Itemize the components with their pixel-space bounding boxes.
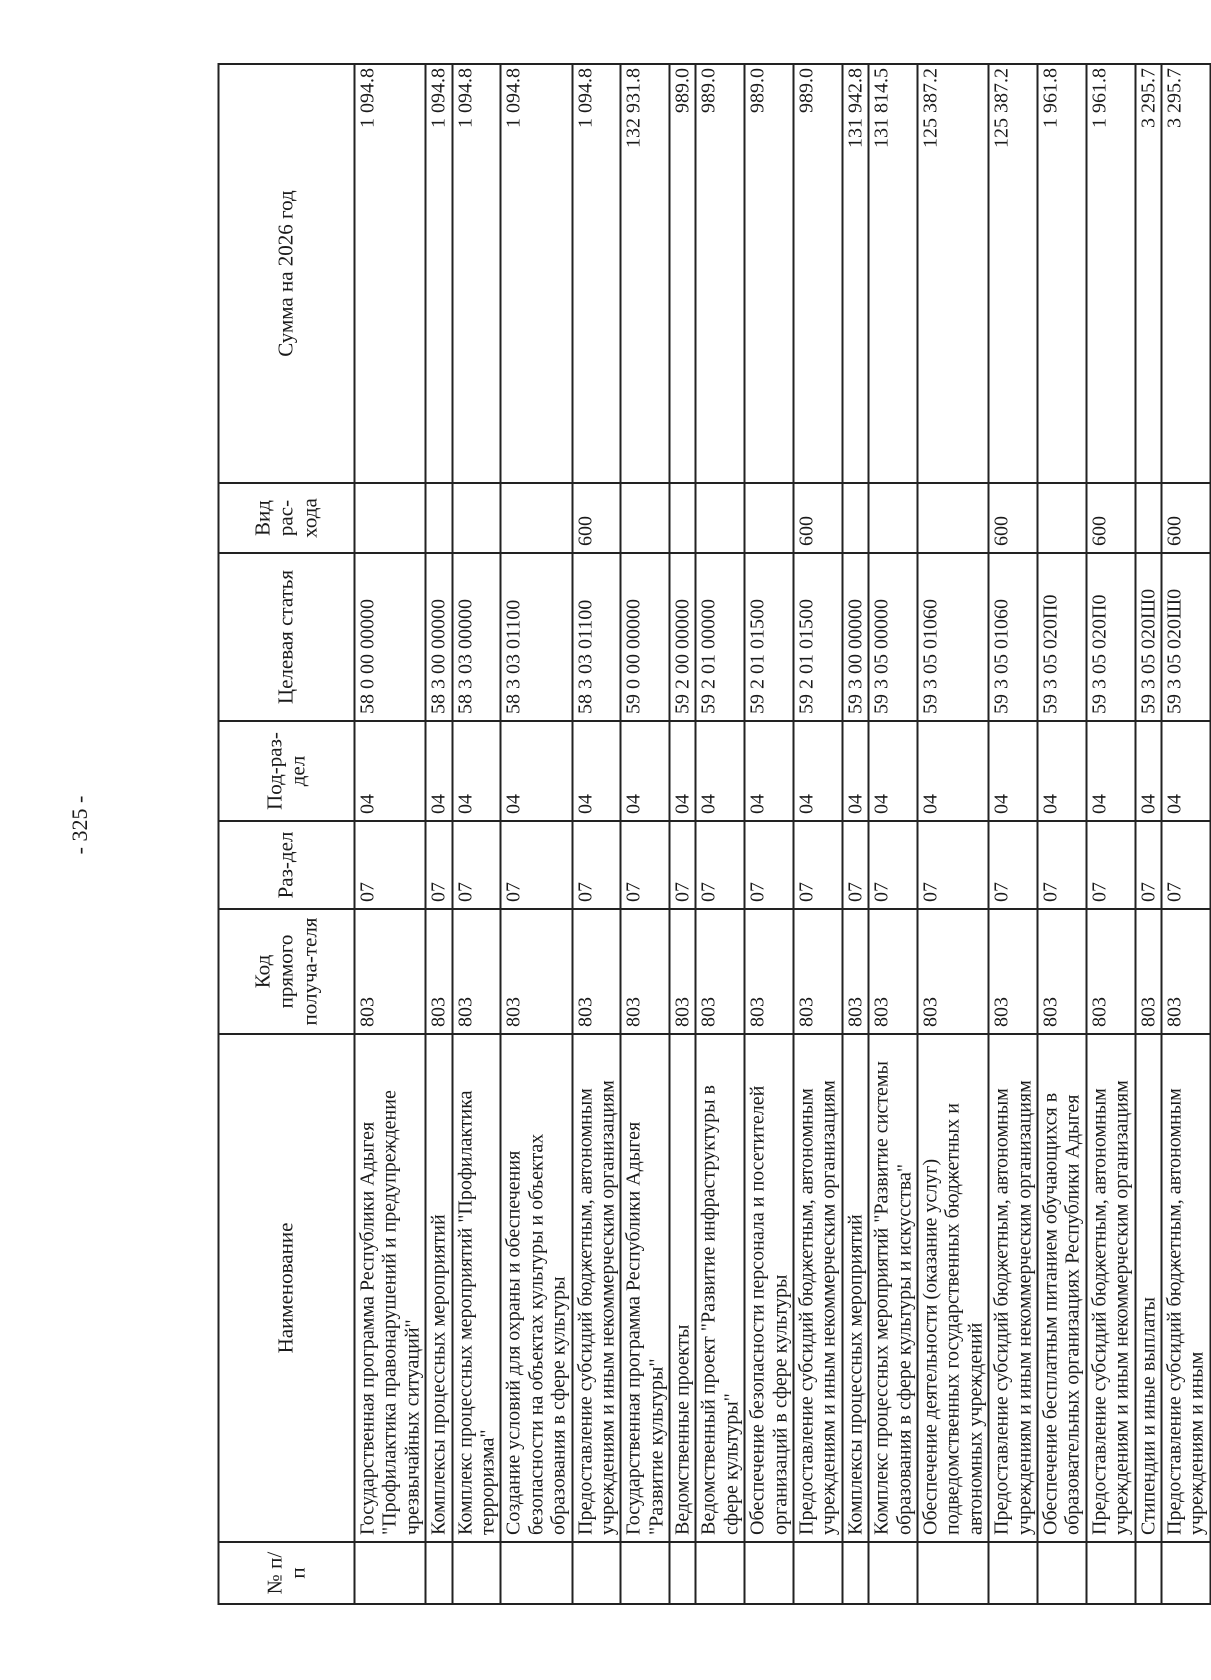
header-section: Раз-дел xyxy=(219,821,355,909)
cell-amount: 125 387.2 xyxy=(989,64,1038,483)
cell-subsection: 04 xyxy=(745,721,794,821)
cell-expense-type xyxy=(452,483,501,553)
cell-subsection: 04 xyxy=(355,721,426,821)
cell-section: 07 xyxy=(355,821,426,909)
cell-subsection: 04 xyxy=(670,721,696,821)
cell-recipient: 803 xyxy=(869,909,918,1034)
table-row xyxy=(355,64,426,1604)
cell-target: 59 3 05 020Ш0 xyxy=(1161,553,1210,721)
header-num: № п/п xyxy=(219,1542,355,1604)
cell-expense-type xyxy=(1135,483,1161,553)
cell-name: Стипендии и иные выплаты xyxy=(1135,1034,1161,1542)
cell-recipient: 803 xyxy=(842,909,868,1034)
cell-subsection: 04 xyxy=(989,721,1038,821)
cell-name: Комплекс процессных мероприятий "Профилактика терроризма" xyxy=(452,1034,501,1542)
cell-section: 07 xyxy=(501,821,572,909)
cell-name: Комплекс процессных мероприятий "Развитие системы образования в сфере культуры и искусства" xyxy=(869,1034,918,1542)
table-row xyxy=(426,64,452,1604)
cell-name: Предоставление субсидий бюджетным, автономным учреждениям и иным xyxy=(1161,1034,1210,1542)
cell-recipient: 803 xyxy=(355,909,426,1034)
cell-num xyxy=(572,1542,621,1604)
cell-section: 07 xyxy=(1161,821,1210,909)
page-number: - 325 - xyxy=(67,795,92,855)
cell-name: Обеспечение деятельности (оказание услуг) подведомственных государственных бюджетных и автономных учреждений xyxy=(917,1034,988,1542)
cell-section: 07 xyxy=(426,821,452,909)
cell-section: 07 xyxy=(572,821,621,909)
table-row xyxy=(1037,64,1086,1604)
cell-target: 59 2 01 00000 xyxy=(696,553,745,721)
cell-recipient: 803 xyxy=(452,909,501,1034)
cell-subsection: 04 xyxy=(501,721,572,821)
table-row xyxy=(670,64,696,1604)
cell-recipient: 803 xyxy=(670,909,696,1034)
cell-section: 07 xyxy=(794,821,843,909)
cell-expense-type xyxy=(621,483,670,553)
cell-num xyxy=(989,1542,1038,1604)
cell-name: Обеспечение безопасности персонала и посетителей организаций в сфере культуры xyxy=(745,1034,794,1542)
cell-num xyxy=(670,1542,696,1604)
table-row xyxy=(696,64,745,1604)
cell-amount: 3 295.7 xyxy=(1161,64,1210,483)
cell-section: 07 xyxy=(745,821,794,909)
cell-num xyxy=(1161,1542,1210,1604)
cell-target: 58 3 00 00000 xyxy=(426,553,452,721)
cell-name: Ведомственный проект "Развитие инфраструктуры в сфере культуры" xyxy=(696,1034,745,1542)
cell-num xyxy=(745,1542,794,1604)
cell-recipient: 803 xyxy=(501,909,572,1034)
cell-subsection: 04 xyxy=(1161,721,1210,821)
header-expense-type: Вид рас-хода xyxy=(219,483,355,553)
cell-amount: 125 387.2 xyxy=(917,64,988,483)
cell-section: 07 xyxy=(1086,821,1135,909)
cell-section: 07 xyxy=(989,821,1038,909)
cell-expense-type: 600 xyxy=(572,483,621,553)
cell-expense-type xyxy=(745,483,794,553)
cell-amount: 989.0 xyxy=(670,64,696,483)
cell-target: 59 0 00 00000 xyxy=(621,553,670,721)
table-row xyxy=(572,64,621,1604)
cell-section: 07 xyxy=(917,821,988,909)
cell-subsection: 04 xyxy=(696,721,745,821)
cell-amount: 1 961.8 xyxy=(1086,64,1135,483)
cell-section: 07 xyxy=(842,821,868,909)
cell-expense-type xyxy=(696,483,745,553)
cell-subsection: 04 xyxy=(842,721,868,821)
cell-num xyxy=(1135,1542,1161,1604)
cell-recipient: 803 xyxy=(696,909,745,1034)
cell-subsection: 04 xyxy=(1037,721,1086,821)
cell-num xyxy=(1086,1542,1135,1604)
rotated-table-container xyxy=(218,65,1208,1605)
cell-target: 59 3 05 020Ш0 xyxy=(1135,553,1161,721)
cell-name: Предоставление субсидий бюджетным, автономным учреждениям и иным некоммерческим организациям xyxy=(1086,1034,1135,1542)
cell-expense-type: 600 xyxy=(989,483,1038,553)
cell-target: 59 3 05 020П0 xyxy=(1086,553,1135,721)
table-row xyxy=(1086,64,1135,1604)
cell-name: Государственная программа Республики Адыгея "Развитие культуры" xyxy=(621,1034,670,1542)
header-target: Целевая статья xyxy=(219,553,355,721)
cell-recipient: 803 xyxy=(1037,909,1086,1034)
cell-amount: 989.0 xyxy=(696,64,745,483)
cell-subsection: 04 xyxy=(426,721,452,821)
cell-section: 07 xyxy=(1037,821,1086,909)
cell-target: 59 3 05 020П0 xyxy=(1037,553,1086,721)
table-row xyxy=(869,64,918,1604)
cell-name: Ведомственные проекты xyxy=(670,1034,696,1542)
cell-expense-type xyxy=(670,483,696,553)
cell-num xyxy=(794,1542,843,1604)
cell-subsection: 04 xyxy=(794,721,843,821)
cell-section: 07 xyxy=(452,821,501,909)
cell-target: 59 3 05 01060 xyxy=(917,553,988,721)
cell-name: Предоставление субсидий бюджетным, автономным учреждениям и иным некоммерческим организациям xyxy=(794,1034,843,1542)
cell-recipient: 803 xyxy=(426,909,452,1034)
table-row xyxy=(621,64,670,1604)
cell-expense-type: 600 xyxy=(1086,483,1135,553)
table-row xyxy=(842,64,868,1604)
cell-name: Создание условий для охраны и обеспечения безопасности на объектах культуры и объектах образования в сфере культуры xyxy=(501,1034,572,1542)
table-row xyxy=(452,64,501,1604)
cell-target: 59 2 01 01500 xyxy=(794,553,843,721)
cell-expense-type xyxy=(917,483,988,553)
cell-target: 58 3 03 00000 xyxy=(452,553,501,721)
cell-num xyxy=(355,1542,426,1604)
cell-expense-type: 600 xyxy=(794,483,843,553)
cell-section: 07 xyxy=(869,821,918,909)
cell-num xyxy=(1037,1542,1086,1604)
cell-target: 58 3 03 01100 xyxy=(572,553,621,721)
cell-amount: 132 931.8 xyxy=(621,64,670,483)
cell-section: 07 xyxy=(621,821,670,909)
cell-num xyxy=(842,1542,868,1604)
header-name: Наименование xyxy=(219,1034,355,1542)
cell-num xyxy=(696,1542,745,1604)
cell-target: 59 3 00 00000 xyxy=(842,553,868,721)
cell-section: 07 xyxy=(1135,821,1161,909)
budget-table xyxy=(218,63,1211,1605)
cell-recipient: 803 xyxy=(917,909,988,1034)
cell-amount: 1 094.8 xyxy=(426,64,452,483)
table-row xyxy=(745,64,794,1604)
cell-recipient: 803 xyxy=(572,909,621,1034)
cell-target: 58 0 00 00000 xyxy=(355,553,426,721)
cell-recipient: 803 xyxy=(621,909,670,1034)
cell-section: 07 xyxy=(670,821,696,909)
table-body xyxy=(355,64,1211,1604)
cell-target: 59 3 05 01060 xyxy=(989,553,1038,721)
cell-expense-type xyxy=(1037,483,1086,553)
cell-expense-type xyxy=(355,483,426,553)
cell-subsection: 04 xyxy=(572,721,621,821)
cell-name: Комплексы процессных мероприятий xyxy=(842,1034,868,1542)
cell-recipient: 803 xyxy=(794,909,843,1034)
cell-amount: 131 942.8 xyxy=(842,64,868,483)
cell-amount: 131 814.5 xyxy=(869,64,918,483)
table-header-row xyxy=(219,64,355,1604)
cell-recipient: 803 xyxy=(1086,909,1135,1034)
table-row xyxy=(794,64,843,1604)
cell-name: Комплексы процессных мероприятий xyxy=(426,1034,452,1542)
cell-subsection: 04 xyxy=(621,721,670,821)
cell-num xyxy=(452,1542,501,1604)
table-row xyxy=(989,64,1038,1604)
cell-expense-type xyxy=(842,483,868,553)
cell-amount: 1 094.8 xyxy=(572,64,621,483)
cell-num xyxy=(869,1542,918,1604)
cell-amount: 1 094.8 xyxy=(452,64,501,483)
cell-amount: 989.0 xyxy=(745,64,794,483)
cell-amount: 3 295.7 xyxy=(1135,64,1161,483)
cell-amount: 1 094.8 xyxy=(355,64,426,483)
cell-recipient: 803 xyxy=(989,909,1038,1034)
cell-name: Обеспечение бесплатным питанием обучающихся в образовательных организациях Республики Адыгея xyxy=(1037,1034,1086,1542)
cell-target: 59 3 05 00000 xyxy=(869,553,918,721)
cell-subsection: 04 xyxy=(869,721,918,821)
cell-subsection: 04 xyxy=(1135,721,1161,821)
cell-num xyxy=(426,1542,452,1604)
cell-expense-type: 600 xyxy=(1161,483,1210,553)
cell-expense-type xyxy=(426,483,452,553)
cell-target: 58 3 03 01100 xyxy=(501,553,572,721)
header-recipient: Код прямого получа-теля xyxy=(219,909,355,1034)
cell-recipient: 803 xyxy=(745,909,794,1034)
table-row xyxy=(501,64,572,1604)
table-row xyxy=(1135,64,1161,1604)
cell-subsection: 04 xyxy=(917,721,988,821)
cell-amount: 1 094.8 xyxy=(501,64,572,483)
cell-amount: 989.0 xyxy=(794,64,843,483)
cell-amount: 1 961.8 xyxy=(1037,64,1086,483)
cell-subsection: 04 xyxy=(452,721,501,821)
cell-expense-type xyxy=(869,483,918,553)
cell-name: Предоставление субсидий бюджетным, автономным учреждениям и иным некоммерческим организациям xyxy=(572,1034,621,1542)
cell-target: 59 2 00 00000 xyxy=(670,553,696,721)
header-subsection: Под-раз-дел xyxy=(219,721,355,821)
cell-section: 07 xyxy=(696,821,745,909)
cell-name: Предоставление субсидий бюджетным, автономным учреждениям и иным некоммерческим организациям xyxy=(989,1034,1038,1542)
cell-name: Государственная программа Республики Адыгея "Профилактика правонарушений и предупреждение чрезвычайных ситуаций" xyxy=(355,1034,426,1542)
header-amount: Сумма на 2026 год xyxy=(219,64,355,483)
cell-target: 59 2 01 01500 xyxy=(745,553,794,721)
cell-recipient: 803 xyxy=(1135,909,1161,1034)
cell-recipient: 803 xyxy=(1161,909,1210,1034)
cell-num xyxy=(917,1542,988,1604)
cell-expense-type xyxy=(501,483,572,553)
cell-subsection: 04 xyxy=(1086,721,1135,821)
cell-num xyxy=(621,1542,670,1604)
table-row xyxy=(1161,64,1210,1604)
cell-num xyxy=(501,1542,572,1604)
table-row xyxy=(917,64,988,1604)
